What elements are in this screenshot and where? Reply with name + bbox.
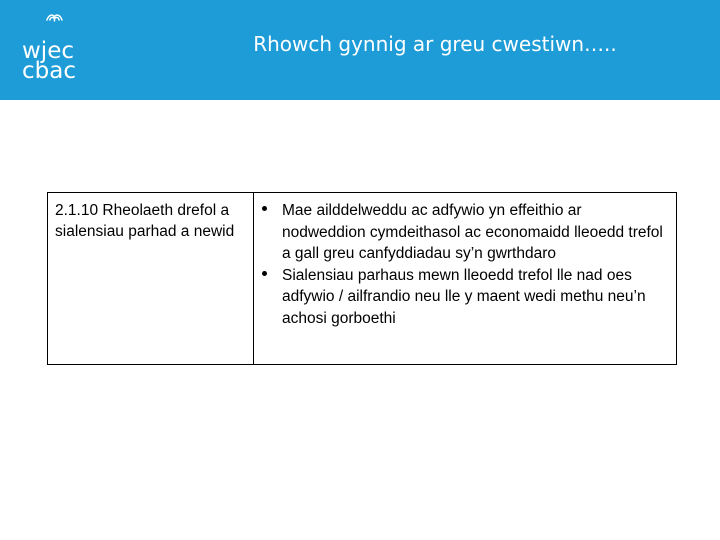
logo-cbac-text: cbac	[22, 58, 76, 84]
bullet-text: Sialensiau parhaus mewn lleoedd trefol lle nad oes adfywio / ailfrandio neu lle y maent wedi methu neu’n achosi gorboethi	[282, 266, 646, 327]
topic-cell: 2.1.10 Rheolaeth drefol a sialensiau parhad a newid	[55, 202, 235, 240]
column-divider	[253, 193, 254, 364]
list-item	[262, 265, 667, 330]
content-table	[47, 192, 677, 365]
logo-wjec-text: wjec	[22, 38, 74, 64]
bullet-icon	[262, 271, 267, 276]
bullet-text: Mae ailddelweddu ac adfywio yn effeithio ar nodweddion cymdeithasol ac economaidd lleoedd trefol a gall greu canfyddiadau sy’n gwrthdaro	[282, 202, 663, 262]
bullet-list	[262, 200, 667, 329]
bullet-icon	[262, 206, 267, 211]
header-bar	[0, 0, 720, 100]
wjec-cbac-book-icon	[18, 6, 88, 40]
list-item	[262, 200, 667, 265]
page-title: Rhowch gynnig ar greu cwestiwn…..	[253, 32, 617, 56]
